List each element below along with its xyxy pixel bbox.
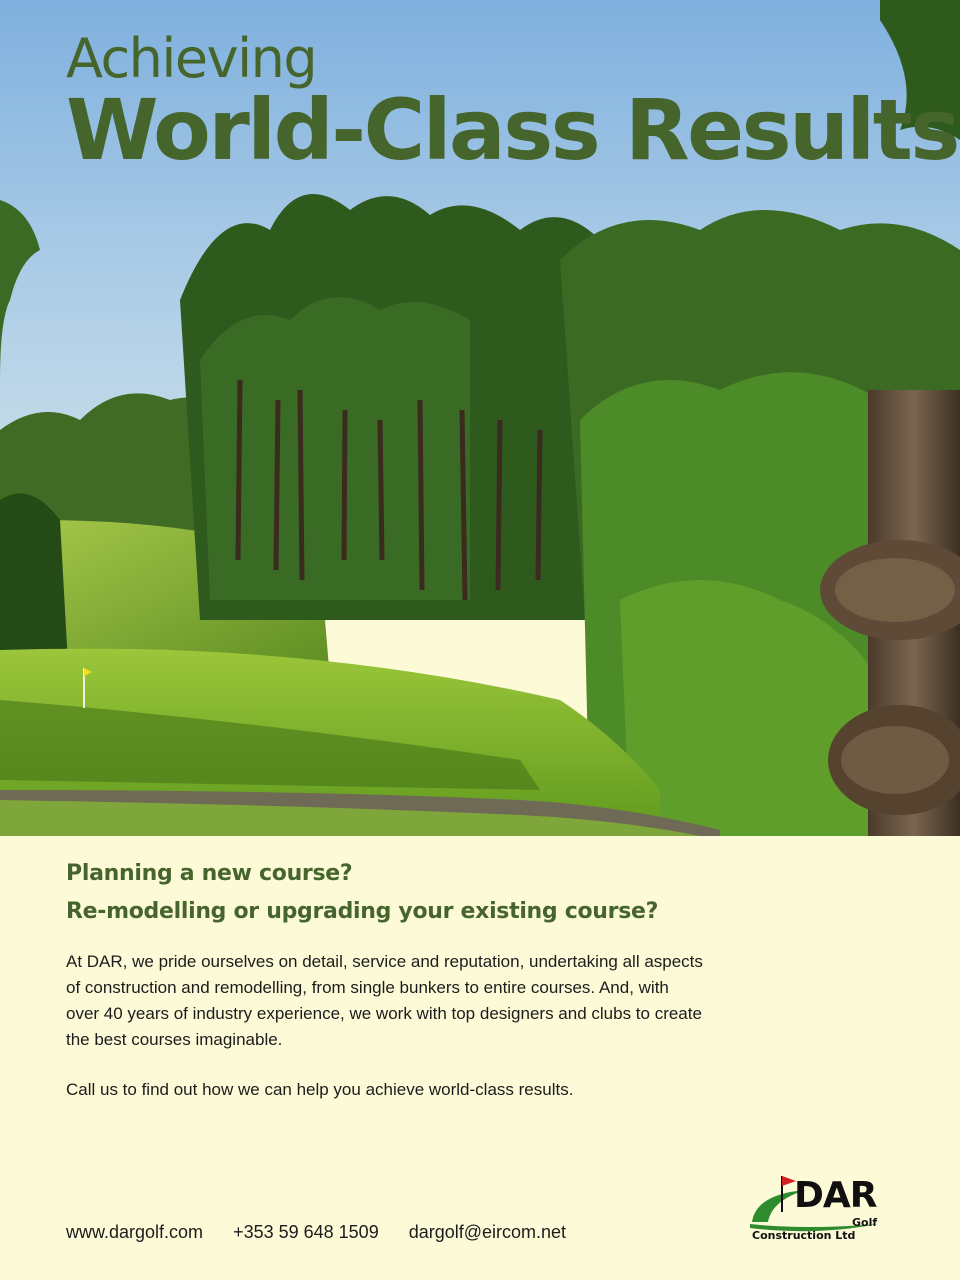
email-link[interactable]: dargolf@eircom.net — [408, 1222, 567, 1242]
body-paragraph: At DAR, we pride ourselves on detail, service and reputation, undertaking all aspects of construction and remodelling, from single bunkers to entire courses. And, with over 40 years of industry experience, we work with top designers and clubs to create the best courses imaginable. — [66, 952, 703, 1049]
logo-tagline: Construction Ltd — [752, 1229, 856, 1242]
logo-golf: Golf — [852, 1216, 878, 1229]
headline — [66, 27, 958, 179]
website-link[interactable]: www.dargolf.com — [66, 1222, 204, 1242]
phone-number: +353 59 648 1509 — [233, 1222, 379, 1242]
contact-row — [66, 1222, 566, 1243]
subhead-new-course: Planning a new course? — [66, 861, 353, 886]
headline-small: Achieving — [66, 27, 317, 90]
headline-large: World-Class Results — [66, 81, 958, 179]
logo-name: DAR — [794, 1175, 877, 1216]
call-to-action: Call us to find out how we can help you achieve world-class results. — [66, 1080, 574, 1099]
subhead-remodelling: Re-modelling or upgrading your existing course? — [66, 899, 659, 924]
dar-logo — [746, 1170, 896, 1250]
copy-section — [66, 855, 766, 1103]
